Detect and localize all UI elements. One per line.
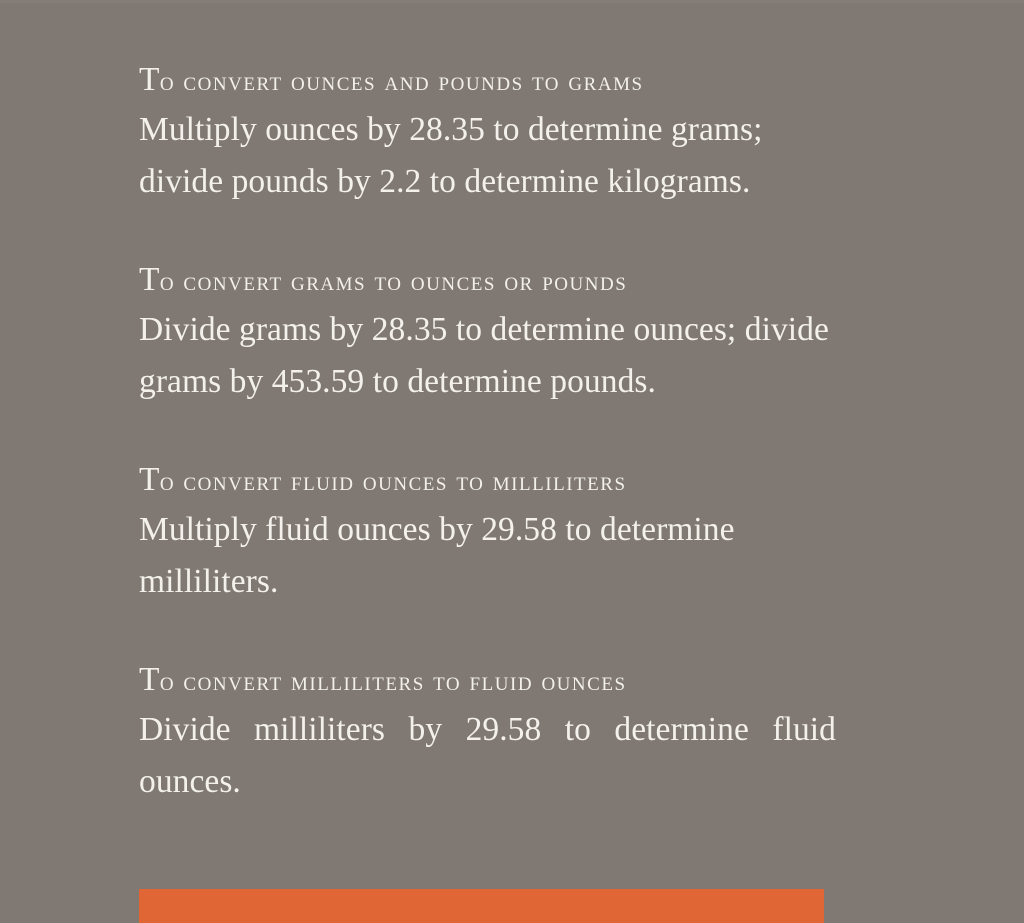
accent-bar	[139, 889, 824, 923]
conversion-section-fluid-ounces-to-milliliters	[139, 458, 836, 608]
heading-text: o convert fluid ounces to milliliters	[159, 465, 627, 496]
section-heading	[139, 58, 836, 103]
heading-initial-cap: T	[139, 61, 160, 98]
content-column	[139, 58, 836, 808]
heading-initial-cap: T	[139, 661, 160, 698]
section-heading	[139, 658, 836, 703]
conversion-section-grams-to-ounces-pounds	[139, 258, 836, 408]
heading-initial-cap: T	[139, 461, 160, 498]
section-body: Divide milliliters by 29.58 to determine fluid ounces.	[139, 711, 836, 800]
conversion-section-ounces-pounds-to-grams	[139, 58, 836, 208]
section-body: Multiply fluid ounces by 29.58 to determine milliliters.	[139, 511, 735, 600]
section-heading	[139, 258, 836, 303]
heading-text: o convert ounces and pounds to grams	[159, 65, 644, 96]
conversion-section-milliliters-to-fluid-ounces	[139, 658, 836, 808]
section-body: Multiply ounces by 28.35 to determine grams; divide pounds by 2.2 to determine kilograms.	[139, 111, 763, 200]
heading-text: o convert milliliters to fluid ounces	[159, 665, 627, 696]
section-heading	[139, 458, 836, 503]
heading-initial-cap: T	[139, 261, 160, 298]
section-body: Divide grams by 28.35 to determine ounces; divide grams by 453.59 to determine pounds.	[139, 311, 829, 400]
heading-text: o convert grams to ounces or pounds	[159, 265, 628, 296]
